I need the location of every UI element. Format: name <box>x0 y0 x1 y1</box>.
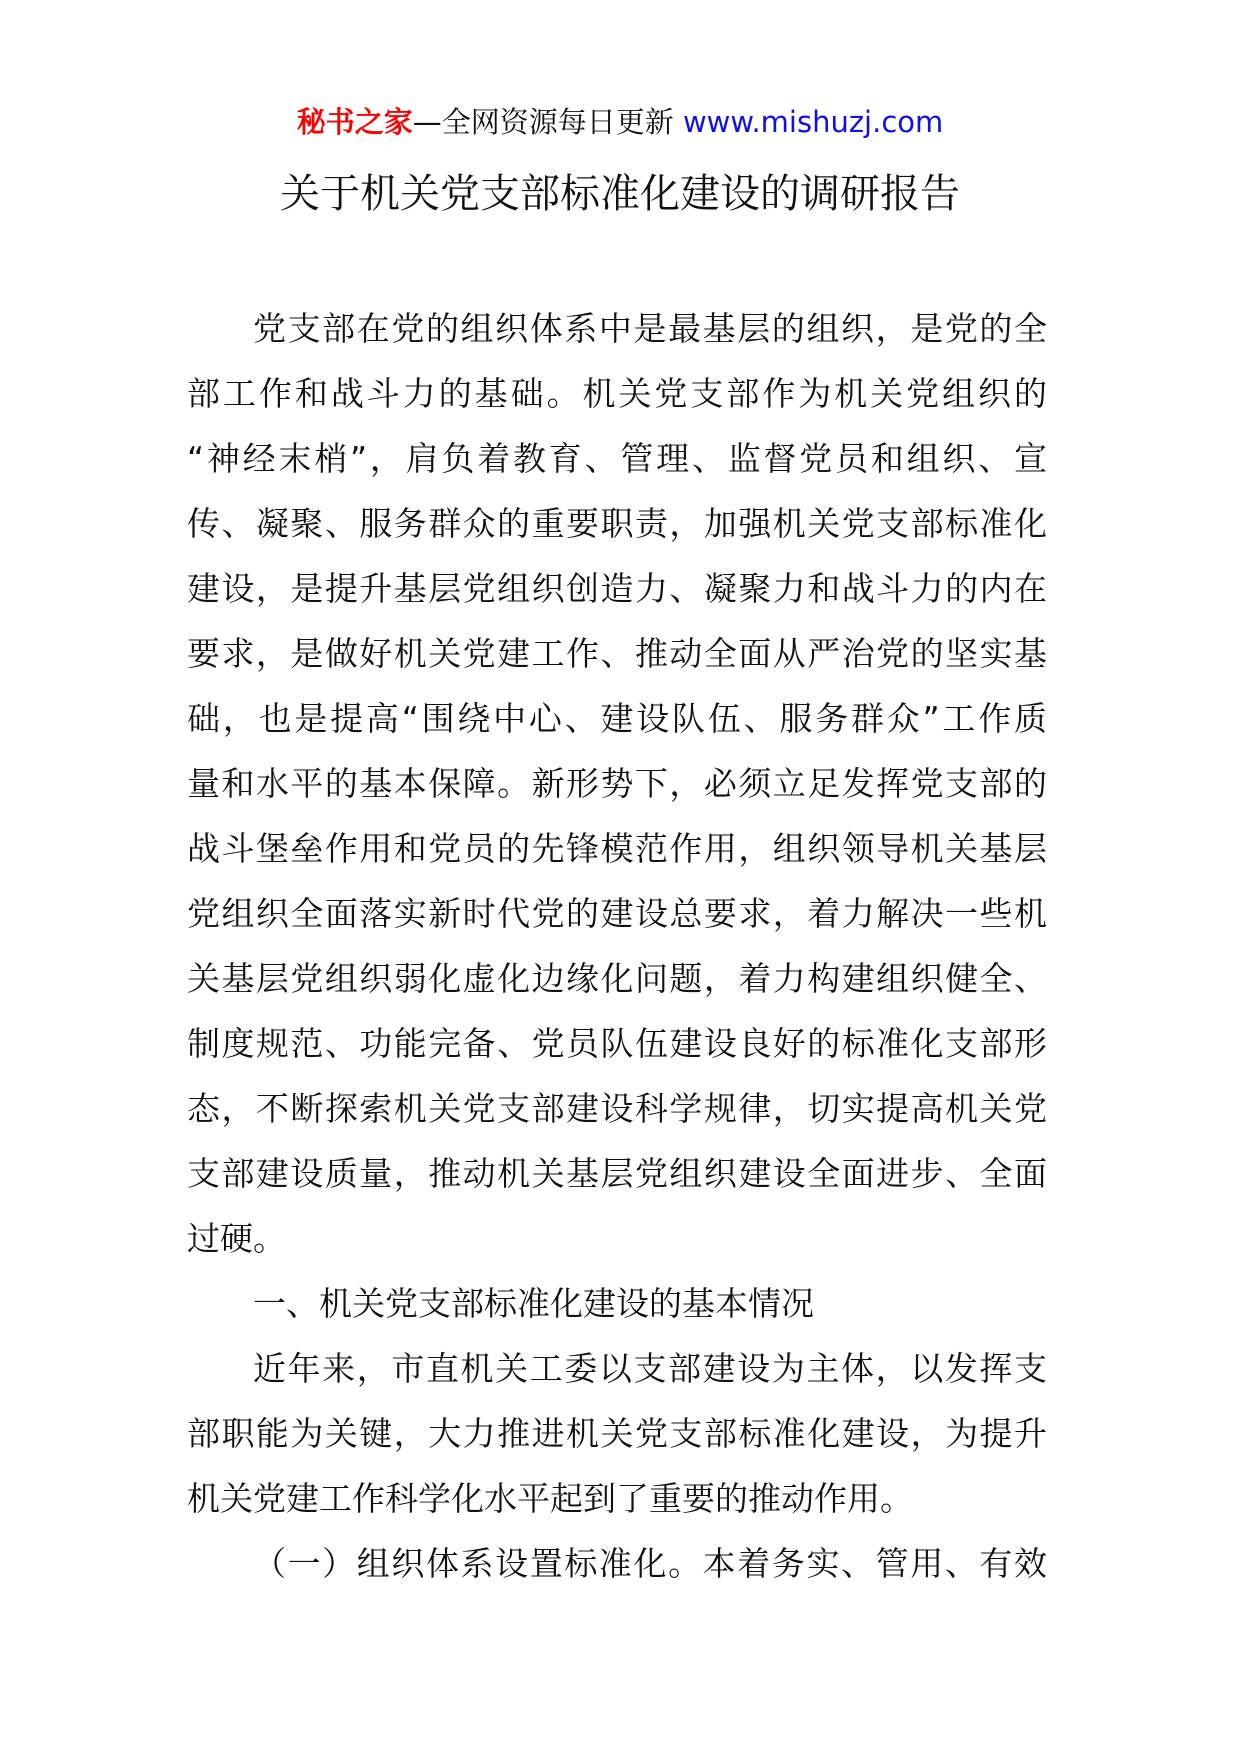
body-line: 战斗堡垒作用和党员的先锋模范作用，组织领导机关基层 <box>187 829 1047 868</box>
body-line: 机关党建工作科学化水平起到了重要的推动作用。 <box>187 1479 913 1518</box>
body-line: 量和水平的基本保障。新形势下，必须立足发挥党支部的 <box>187 764 1047 803</box>
body-line: 础，也是提高“围绕中心、建设队伍、服务群众”工作质 <box>187 699 1047 738</box>
body-line: 建设，是提升基层党组织创造力、凝聚力和战斗力的内在 <box>187 569 1047 608</box>
body-line: 过硬。 <box>187 1219 286 1258</box>
body-line: 支部建设质量，推动机关基层党组织建设全面进步、全面 <box>187 1154 1047 1193</box>
site-brand: 秘书之家 <box>296 105 413 139</box>
body-line: 部职能为关键，大力推进机关党支部标准化建设，为提升 <box>187 1414 1047 1453</box>
subsection-heading: （一）组织体系设置标准化。本着务实、管用、有效 <box>253 1544 1047 1583</box>
body-line: 要求，是做好机关党建工作、推动全面从严治党的坚实基 <box>187 634 1047 673</box>
body-line: 党支部在党的组织体系中是最基层的组织，是党的全 <box>253 309 1047 348</box>
body-line: 关基层党组织弱化虚化边缘化问题，着力构建组织健全、 <box>187 959 1047 998</box>
body-line: 态，不断探索机关党支部建设科学规律，切实提高机关党 <box>187 1089 1047 1128</box>
document-title: 关于机关党支部标准化建设的调研报告 <box>280 171 960 217</box>
body-line: 部工作和战斗力的基础。机关党支部作为机关党组织的 <box>187 374 1047 413</box>
body-line: 近年来，市直机关工委以支部建设为主体，以发挥支 <box>253 1349 1047 1388</box>
body-line: “神经末梢”，肩负着教育、管理、监督党员和组织、宣 <box>187 439 1047 478</box>
site-url-link[interactable]: www.mishuzj.com <box>682 105 944 139</box>
body-line: 制度规范、功能完备、党员队伍建设良好的标准化支部形 <box>187 1024 1047 1063</box>
document-body <box>187 296 1047 1596</box>
site-slogan: —全网资源每日更新 <box>412 105 683 139</box>
body-line: 传、凝聚、服务群众的重要职责，加强机关党支部标准化 <box>187 504 1047 543</box>
body-line: 党组织全面落实新时代党的建设总要求，着力解决一些机 <box>187 894 1047 933</box>
section-heading: 一、机关党支部标准化建设的基本情况 <box>253 1284 814 1323</box>
site-header <box>0 102 1240 142</box>
